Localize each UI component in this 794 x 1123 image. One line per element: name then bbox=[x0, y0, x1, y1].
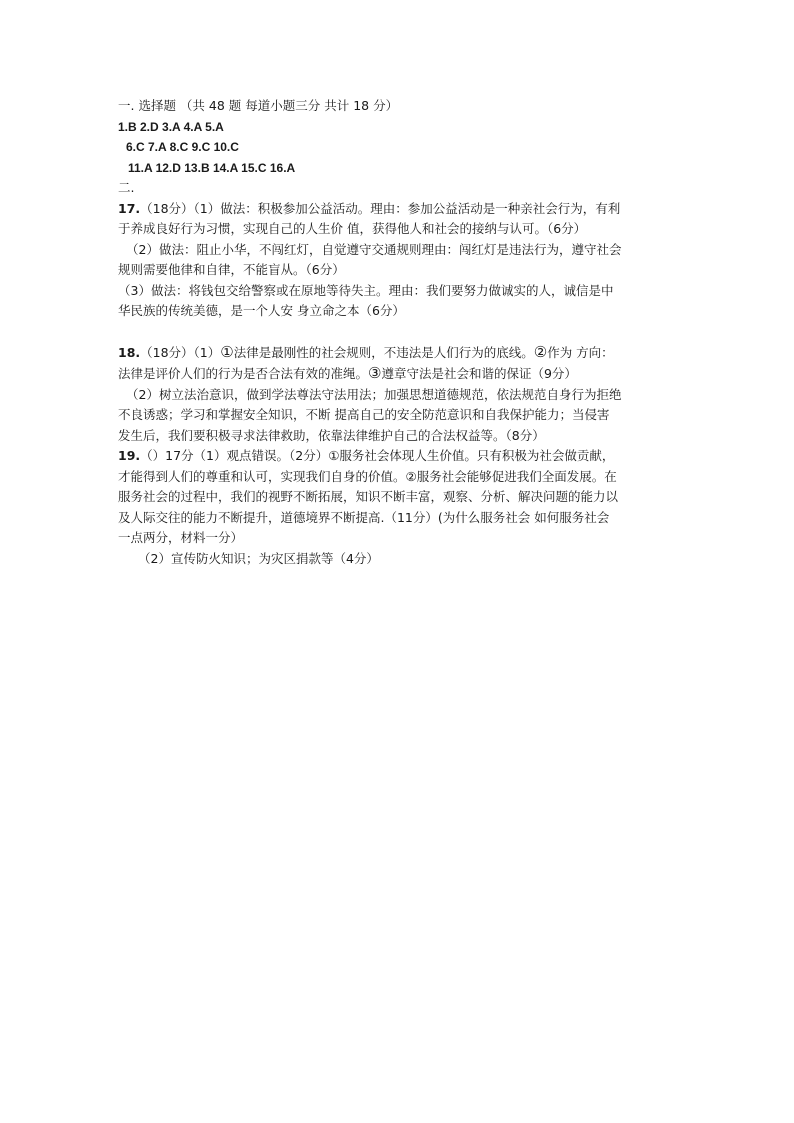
mcq-answers-row-3: 11.A 12.D 13.B 14.A 15.C 16.A bbox=[128, 160, 296, 175]
mcq-answers-row-2: 6.C 7.A 8.C 9.C 10.C bbox=[126, 140, 239, 154]
q18-line-2-point-3: 遵章守法是社会和谐的保证（9分） bbox=[381, 366, 577, 381]
q18-line-5: 发生后，我们要积极寻求法律救助，依靠法律维护自己的合法权益等。（8分） bbox=[118, 427, 545, 443]
paragraph-gap bbox=[118, 322, 688, 342]
mcq-answers-row-1: 1.B 2.D 3.A 4.A 5.A bbox=[118, 119, 224, 134]
q19-line-1-text: （）17分（1）观点错误。（2分）①服务社会体现人生价值。只有积极为社会做贡献， bbox=[140, 448, 615, 463]
q18-line-1 bbox=[118, 342, 688, 364]
q17-line-2: 于养成良好行为习惯，实现自己的人生价 值，获得他人和社会的接纳与认可。（6分） bbox=[118, 221, 587, 236]
q18-line-4: 不良诱惑；学习和掌握安全知识，不断 提高自己的安全防范意识和自我保护能力；当侵害 bbox=[118, 407, 610, 422]
circled-number-2: ② bbox=[533, 342, 548, 361]
q17-number: 17. bbox=[118, 200, 141, 216]
q17-line-5: （3）做法：将钱包交给警察或在原地等待失主。理由：我们要努力做诚实的人，诚信是中 bbox=[118, 282, 614, 298]
q18-line-1-prefix: （18分）（1） bbox=[140, 344, 221, 360]
q19-line-2: 才能得到人们的尊重和认可，实现我们自身的价值。②服务社会能够促进我们全面发展。在 bbox=[118, 468, 617, 484]
q18-line-1-point-2: 作为 方向： bbox=[547, 344, 614, 360]
q19-number: 19. bbox=[118, 448, 141, 463]
section1-heading: 一. 选择题 （共 48 题 每道小题三分 共计 18 分） bbox=[118, 98, 399, 113]
q18-line-2 bbox=[118, 363, 688, 385]
q18-line-1-point-1: 法律是最刚性的社会规则，不违法是人们行为的底线。 bbox=[233, 344, 534, 360]
circled-number-3: ③ bbox=[368, 364, 382, 382]
q17-line-6: 华民族的传统美德，是一个人安 身立命之本（6分） bbox=[118, 303, 405, 318]
answer-key-content bbox=[118, 96, 688, 569]
q19-line-1 bbox=[118, 446, 688, 467]
circled-number-1: ① bbox=[220, 342, 234, 361]
q17-line-1 bbox=[118, 199, 688, 220]
q19-line-6: （2）宣传防火知识；为灾区捐款等（4分） bbox=[138, 550, 379, 566]
q17-line-1-text: （18分）（1）做法：积极参加公益活动。理由：参加公益活动是一种亲社会行为，有利 bbox=[140, 200, 621, 216]
q18-line-2-text: 法律是评价人们的行为是否合法有效的准绳。 bbox=[118, 366, 369, 381]
q19-line-3: 服务社会的过程中，我们的视野不断拓展，知识不断丰富，观察、分析、解决问题的能力以 bbox=[118, 489, 619, 504]
q17-line-3: （2）做法：阻止小华，不闯红灯，自觉遵守交通规则理由：闯红灯是违法行为，遵守社会 bbox=[126, 241, 622, 257]
q19-line-4: 及人际交往的能力不断提升，道德境界不断提高.（11分）(为什么服务社会 如何服务社会 bbox=[118, 509, 610, 525]
q17-line-4: 规则需要他律和自律，不能盲从。（6分） bbox=[118, 262, 345, 277]
section2-heading: 二. bbox=[118, 180, 135, 195]
q19-line-5: 一点两分，材料一分） bbox=[118, 530, 244, 545]
q18-number: 18. bbox=[118, 344, 141, 360]
q18-line-3: （2）树立法治意识，做到学法尊法守法用法；加强思想道德规范，依法规范自身行为拒绝 bbox=[126, 386, 622, 402]
